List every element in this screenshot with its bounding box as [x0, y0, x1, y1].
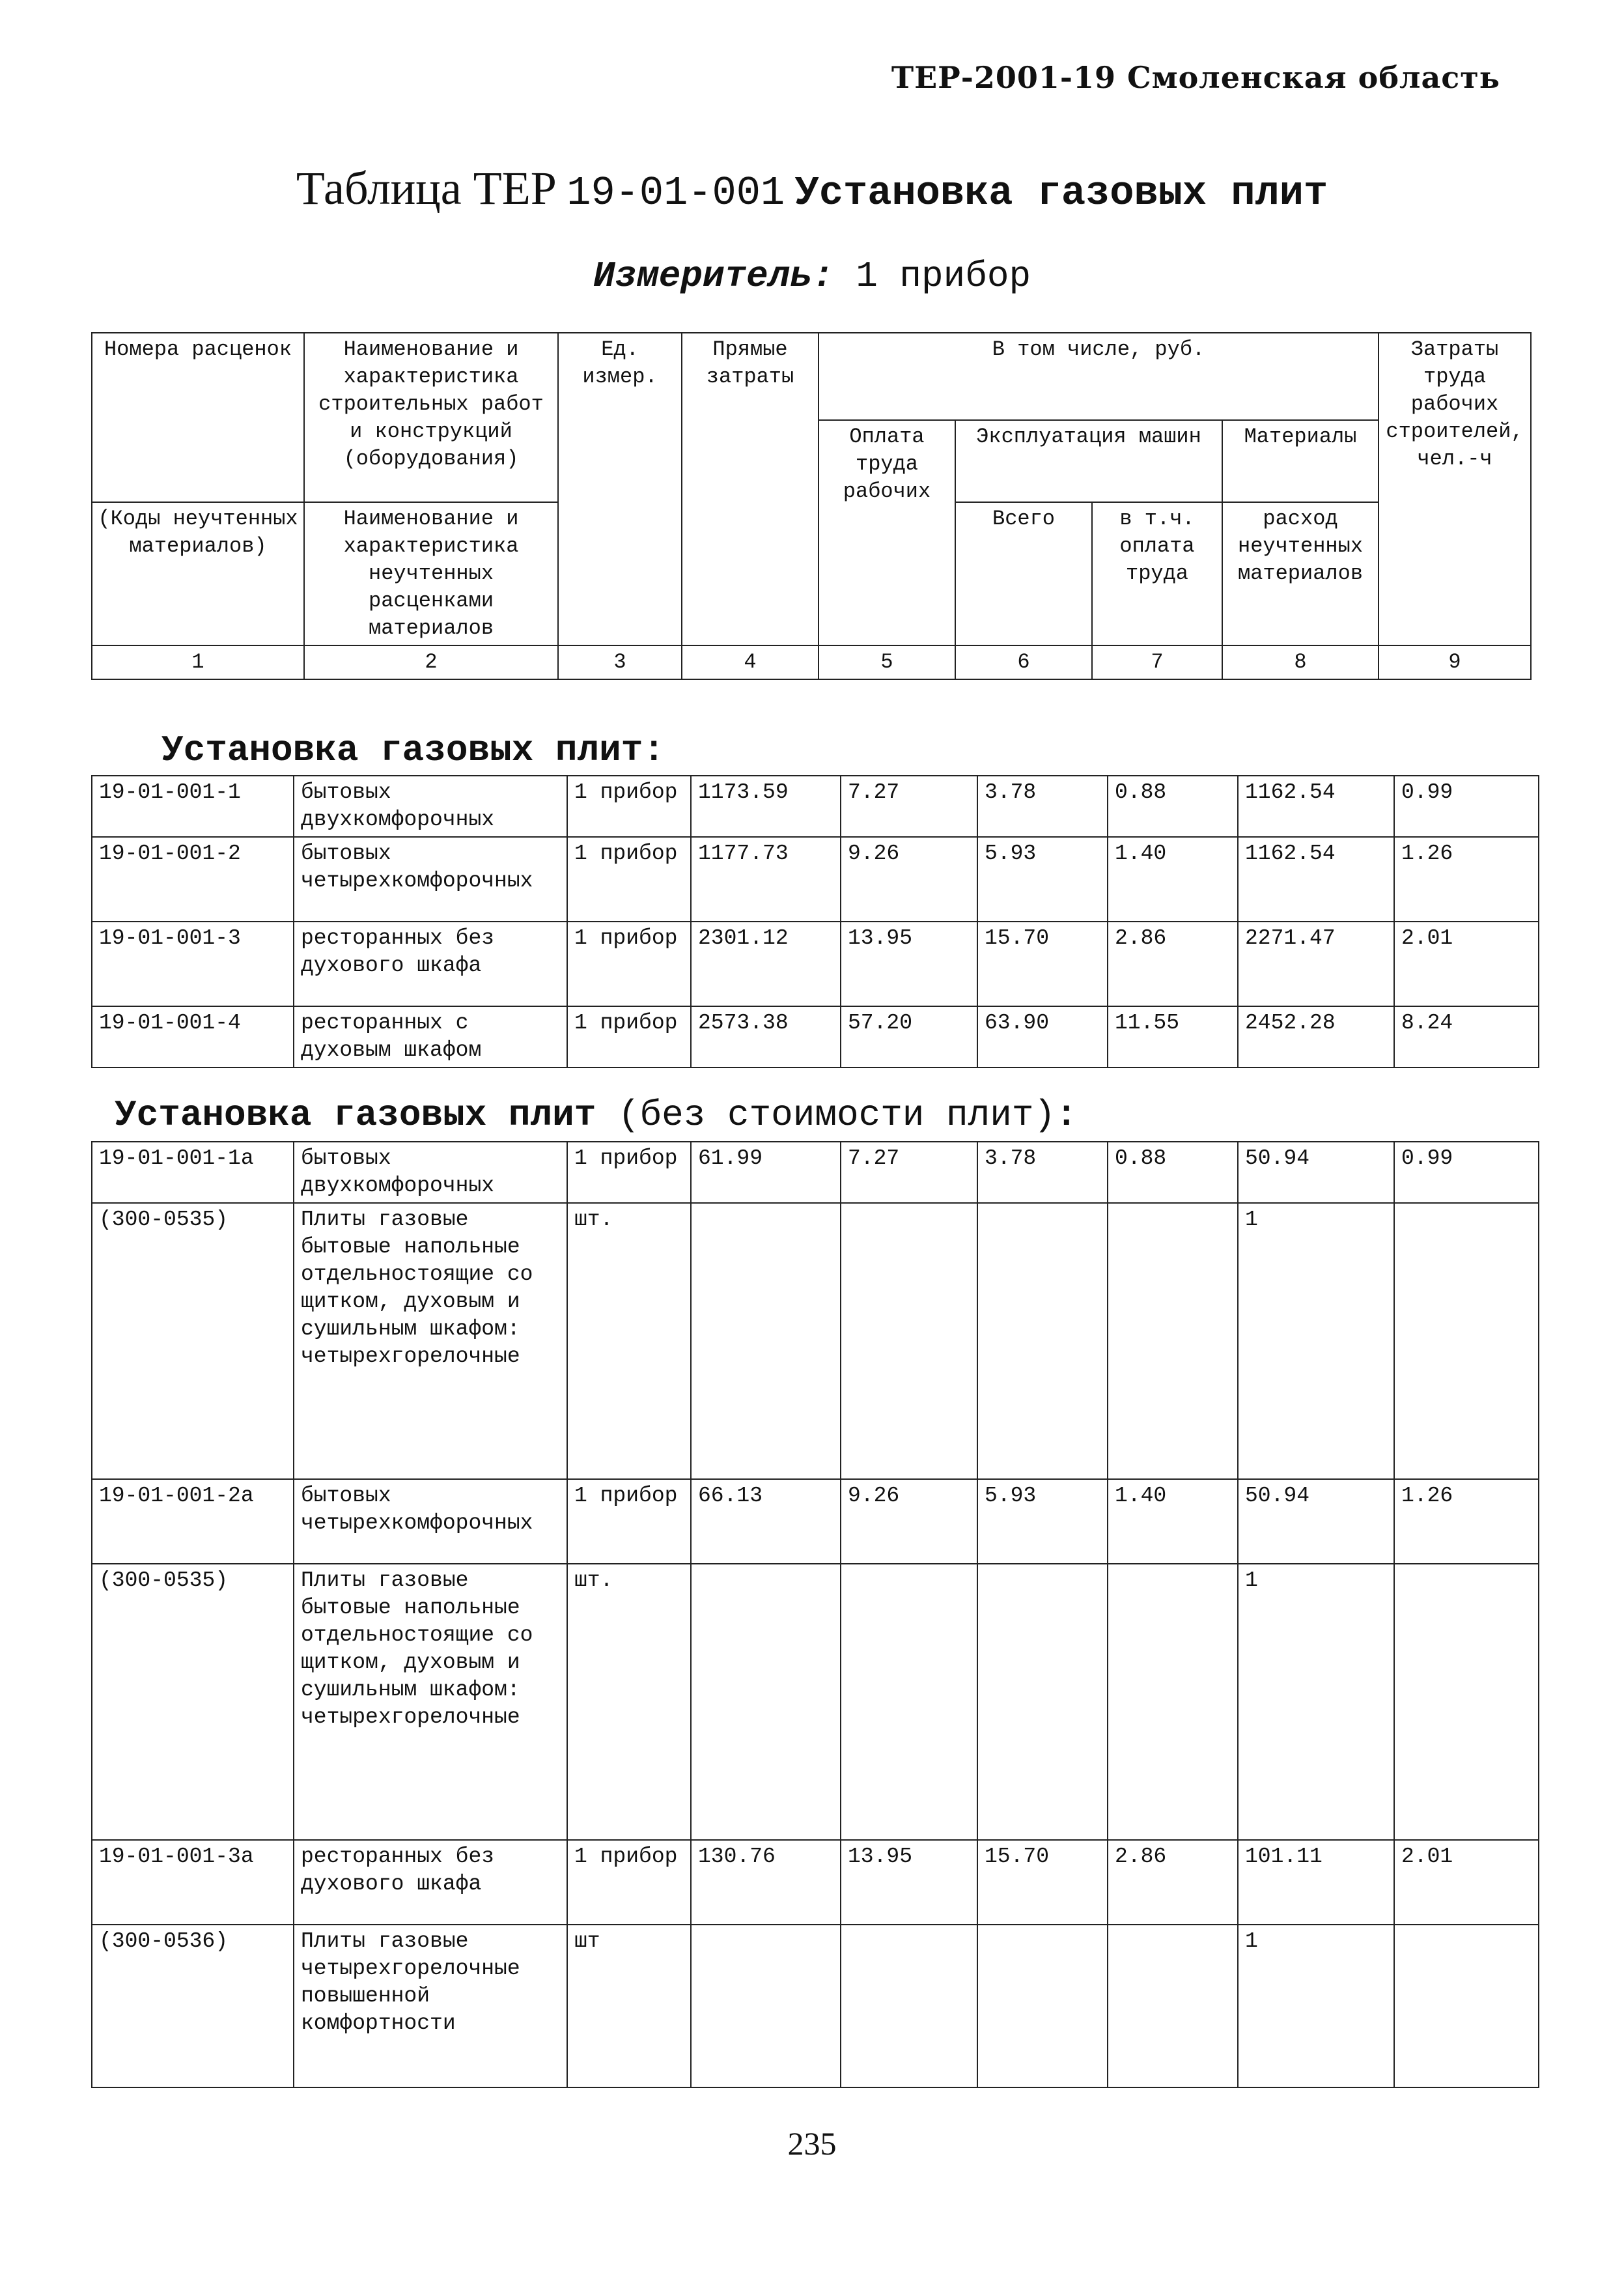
section-2-table	[91, 1141, 1539, 2088]
machine-wages	[1108, 1925, 1238, 2087]
material-name: Плиты газовые бытовые напольные отдельностоящие со щитком, духовым и сушильным шкафом: четырехгорелочные	[294, 1203, 567, 1479]
unit: 1 прибор	[567, 1006, 691, 1067]
direct-costs: 2573.38	[691, 1006, 841, 1067]
header-material-consumption: расход неучтенных материалов	[1222, 502, 1379, 645]
materials: 1162.54	[1238, 837, 1394, 922]
unit: шт.	[567, 1564, 691, 1840]
materials: 2452.28	[1238, 1006, 1394, 1067]
measure-label: Измеритель:	[593, 255, 834, 297]
section-2-title-note: (без стоимости плит)	[596, 1094, 1056, 1136]
header-col-number: 1	[92, 645, 304, 679]
machine-wages: 2.86	[1108, 1840, 1238, 1925]
material-consumption: 1	[1238, 1203, 1394, 1479]
rate-number: 19-01-001-1	[92, 776, 294, 837]
labor-costs: 2.01	[1394, 922, 1539, 1006]
table-row	[92, 1564, 1539, 1840]
wages: 57.20	[841, 1006, 977, 1067]
section-2-title	[115, 1094, 1078, 1136]
machine-total: 3.78	[977, 1142, 1108, 1203]
header-labor-costs: Затраты труда рабочих строителей, чел.-ч	[1379, 333, 1531, 645]
header-material-name: Наименование и характеристика неучтенных расценками материалов	[304, 502, 558, 645]
material-consumption: 1	[1238, 1925, 1394, 2087]
wages: 7.27	[841, 1142, 977, 1203]
header-col-number: 9	[1379, 645, 1531, 679]
running-head: ТЕР-2001-19 Смоленская область	[891, 60, 1500, 95]
machine-total: 3.78	[977, 776, 1108, 837]
unit: шт	[567, 1925, 691, 2087]
rate-number: 19-01-001-1а	[92, 1142, 294, 1203]
work-name: бытовых двухкомфорочных	[294, 776, 567, 837]
machine-total: 15.70	[977, 1840, 1108, 1925]
header-wages: Оплата труда рабочих	[819, 420, 955, 645]
wages: 9.26	[841, 1479, 977, 1564]
labor-costs	[1394, 1203, 1539, 1479]
header-col-number: 5	[819, 645, 955, 679]
wages: 9.26	[841, 837, 977, 922]
labor-costs: 2.01	[1394, 1840, 1539, 1925]
direct-costs	[691, 1564, 841, 1840]
wages	[841, 1203, 977, 1479]
work-name: ресторанных без духового шкафа	[294, 1840, 567, 1925]
header-material-codes: (Коды неучтенных материалов)	[92, 502, 304, 645]
materials: 2271.47	[1238, 922, 1394, 1006]
machine-total	[977, 1925, 1108, 2087]
materials: 1162.54	[1238, 776, 1394, 837]
machine-total: 15.70	[977, 922, 1108, 1006]
labor-costs: 1.26	[1394, 837, 1539, 922]
work-name: ресторанных без духового шкафа	[294, 922, 567, 1006]
wages	[841, 1925, 977, 2087]
machine-total	[977, 1203, 1108, 1479]
table-row	[92, 1142, 1539, 1203]
material-code: (300-0535)	[92, 1564, 294, 1840]
table-title-name: Установка газовых плит	[794, 170, 1328, 216]
section-1-title: Установка газовых плит:	[161, 729, 665, 771]
rate-number: 19-01-001-3а	[92, 1840, 294, 1925]
measure-value: 1 прибор	[856, 255, 1031, 297]
material-consumption: 1	[1238, 1564, 1394, 1840]
section-2-title-colon: :	[1056, 1094, 1078, 1136]
unit: 1 прибор	[567, 922, 691, 1006]
direct-costs: 66.13	[691, 1479, 841, 1564]
header-col-number: 3	[558, 645, 682, 679]
direct-costs	[691, 1925, 841, 2087]
machine-wages: 1.40	[1108, 1479, 1238, 1564]
header-machine-total: Всего	[955, 502, 1092, 645]
labor-costs: 0.99	[1394, 776, 1539, 837]
wages: 7.27	[841, 776, 977, 837]
materials: 101.11	[1238, 1840, 1394, 1925]
machine-total: 5.93	[977, 837, 1108, 922]
direct-costs: 1177.73	[691, 837, 841, 922]
unit: 1 прибор	[567, 1479, 691, 1564]
direct-costs: 1173.59	[691, 776, 841, 837]
header-col-number: 4	[682, 645, 819, 679]
machine-total: 5.93	[977, 1479, 1108, 1564]
machine-wages: 1.40	[1108, 837, 1238, 922]
rate-number: 19-01-001-4	[92, 1006, 294, 1067]
table-row	[92, 837, 1539, 922]
header-unit: Ед. измер.	[558, 333, 682, 645]
header-col-number: 2	[304, 645, 558, 679]
measure-line	[0, 255, 1624, 297]
header-col-number: 7	[1092, 645, 1222, 679]
header-materials: Материалы	[1222, 420, 1379, 502]
labor-costs: 8.24	[1394, 1006, 1539, 1067]
material-code: (300-0536)	[92, 1925, 294, 2087]
machine-wages: 2.86	[1108, 922, 1238, 1006]
table-row	[92, 1479, 1539, 1564]
material-name: Плиты газовые четырехгорелочные повышенной комфортности	[294, 1925, 567, 2087]
header-work-name: Наименование и характеристика строительных работ и конструкций (оборудования)	[304, 333, 558, 502]
machine-wages: 11.55	[1108, 1006, 1238, 1067]
rate-number: 19-01-001-2	[92, 837, 294, 922]
rate-number: 19-01-001-2а	[92, 1479, 294, 1564]
table-row	[92, 1840, 1539, 1925]
table-title-prefix: Таблица ТЕР	[296, 162, 557, 214]
table-row	[92, 776, 1539, 837]
direct-costs: 61.99	[691, 1142, 841, 1203]
unit: 1 прибор	[567, 837, 691, 922]
labor-costs	[1394, 1564, 1539, 1840]
direct-costs: 2301.12	[691, 922, 841, 1006]
wages	[841, 1564, 977, 1840]
work-name: бытовых четырехкомфорочных	[294, 837, 567, 922]
work-name: ресторанных с духовым шкафом	[294, 1006, 567, 1067]
header-col-number: 8	[1222, 645, 1379, 679]
machine-wages	[1108, 1203, 1238, 1479]
machine-total	[977, 1564, 1108, 1840]
labor-costs: 0.99	[1394, 1142, 1539, 1203]
materials: 50.94	[1238, 1479, 1394, 1564]
work-name: бытовых двухкомфорочных	[294, 1142, 567, 1203]
labor-costs: 1.26	[1394, 1479, 1539, 1564]
table-title	[0, 162, 1624, 216]
header-table	[91, 332, 1532, 680]
rate-number: 19-01-001-3	[92, 922, 294, 1006]
section-2-title-main: Установка газовых плит	[115, 1094, 596, 1136]
material-code: (300-0535)	[92, 1203, 294, 1479]
table-row	[92, 1925, 1539, 2087]
direct-costs: 130.76	[691, 1840, 841, 1925]
unit: 1 прибор	[567, 1142, 691, 1203]
materials: 50.94	[1238, 1142, 1394, 1203]
machine-wages: 0.88	[1108, 1142, 1238, 1203]
wages: 13.95	[841, 1840, 977, 1925]
header-machine-wages: в т.ч. оплата труда	[1092, 502, 1222, 645]
machine-wages: 0.88	[1108, 776, 1238, 837]
unit: 1 прибор	[567, 776, 691, 837]
header-direct-costs: Прямые затраты	[682, 333, 819, 645]
machine-total: 63.90	[977, 1006, 1108, 1067]
unit: 1 прибор	[567, 1840, 691, 1925]
wages: 13.95	[841, 922, 977, 1006]
table-row	[92, 1006, 1539, 1067]
direct-costs	[691, 1203, 841, 1479]
material-name: Плиты газовые бытовые напольные отдельностоящие со щитком, духовым и сушильным шкафом: четырехгорелочные	[294, 1564, 567, 1840]
table-row	[92, 1203, 1539, 1479]
header-col-number: 6	[955, 645, 1092, 679]
labor-costs	[1394, 1925, 1539, 2087]
section-1-table	[91, 775, 1539, 1068]
work-name: бытовых четырехкомфорочных	[294, 1479, 567, 1564]
table-row	[92, 922, 1539, 1006]
machine-wages	[1108, 1564, 1238, 1840]
header-including: В том числе, руб.	[819, 333, 1379, 420]
header-machine-operation: Эксплуатация машин	[955, 420, 1222, 502]
table-title-code: 19-01-001	[567, 170, 785, 216]
header-rate-numbers: Номера расценок	[92, 333, 304, 502]
page-number: 235	[787, 2125, 837, 2162]
unit: шт.	[567, 1203, 691, 1479]
